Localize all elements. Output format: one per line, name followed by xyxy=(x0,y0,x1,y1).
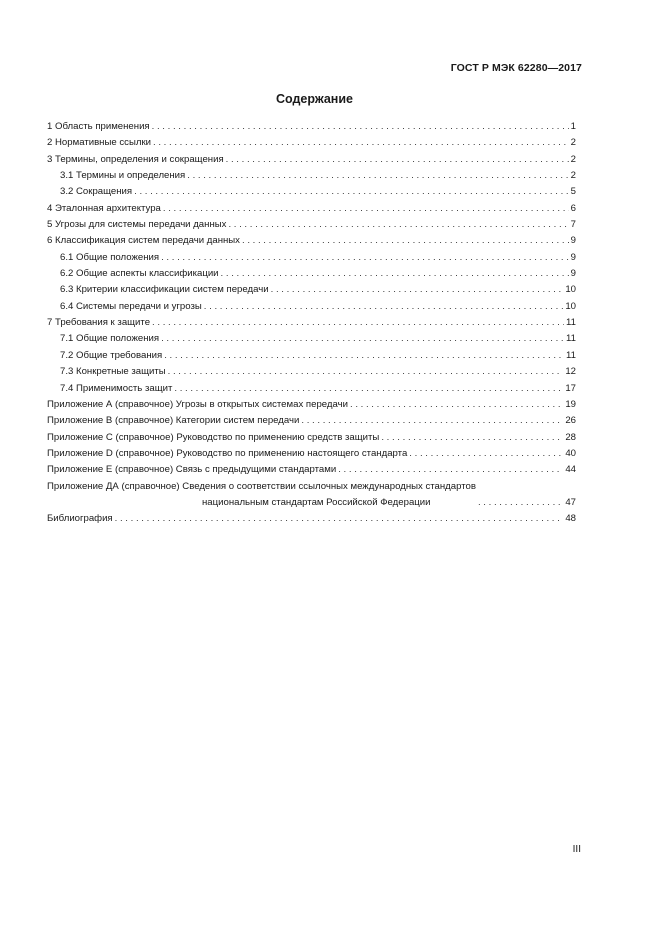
dot-leader xyxy=(115,511,564,527)
toc-entry[interactable] xyxy=(47,315,576,331)
toc-entry[interactable] xyxy=(47,250,576,266)
toc-entry-title: 6.1 Общие положения xyxy=(60,251,160,263)
toc-entry-title: 7.2 Общие требования xyxy=(60,349,163,361)
toc-entry-page: 19 xyxy=(565,398,576,410)
toc-entry-title: Приложение В (справочное) Категории систем передачи xyxy=(47,415,300,427)
toc-entry-title xyxy=(47,479,476,512)
dot-leader xyxy=(228,217,568,233)
toc-entry-title: Приложение А (справочное) Угрозы в открытых системах передачи xyxy=(47,398,348,410)
toc-entry[interactable] xyxy=(47,201,576,217)
toc-entry-page: 48 xyxy=(565,513,576,525)
dot-leader xyxy=(409,446,563,462)
dot-leader xyxy=(163,201,569,217)
toc-entry-title: 4 Эталонная архитектура xyxy=(47,202,161,214)
toc-entry-title: 1 Область применения xyxy=(47,121,150,132)
toc-entry-page: 2 xyxy=(570,153,576,165)
toc-entry[interactable] xyxy=(47,511,576,527)
toc-entry[interactable] xyxy=(47,413,576,429)
toc-entry[interactable] xyxy=(47,446,576,462)
toc-entry-page: 28 xyxy=(565,431,576,443)
toc-entry[interactable] xyxy=(47,119,576,135)
toc-entry-title-line1: Приложение ДА (справочное) Сведения о соответствии ссылочных международных стандартов xyxy=(47,480,476,492)
toc-entry-title: 7 Требования к защите xyxy=(47,317,151,329)
toc-entry-page: 10 xyxy=(565,284,576,296)
toc-entry-page: 17 xyxy=(565,382,576,394)
toc-entry-page: 40 xyxy=(565,447,576,459)
toc-entry-title: 6.4 Системы передачи и угрозы xyxy=(60,300,202,312)
dot-leader xyxy=(187,168,568,184)
dot-leader xyxy=(242,233,569,249)
toc-entry[interactable] xyxy=(47,331,576,347)
toc-entry[interactable] xyxy=(47,217,576,233)
dot-leader xyxy=(478,495,563,511)
dot-leader xyxy=(271,282,564,298)
toc-entry-title-line2: национальным стандартам Российской Федерации xyxy=(202,496,431,508)
toc-entry[interactable] xyxy=(47,184,576,200)
toc-entry-page: 11 xyxy=(566,349,576,361)
toc-entry-title: 6.2 Общие аспекты классификации xyxy=(60,268,219,280)
toc-entry-title: 6.3 Критерии классификации систем передачи xyxy=(60,284,269,296)
dot-leader xyxy=(226,152,569,168)
toc-entry[interactable] xyxy=(47,381,576,397)
dot-leader xyxy=(350,397,563,413)
dot-leader xyxy=(204,299,564,315)
toc-entry[interactable] xyxy=(47,430,576,446)
toc-entry[interactable] xyxy=(47,462,576,478)
toc-entry[interactable] xyxy=(47,152,576,168)
toc-entry-page: 7 xyxy=(570,219,576,231)
page-number: III xyxy=(572,844,581,855)
toc-entry-title: 6 Классификация систем передачи данных xyxy=(47,235,240,247)
toc-entry[interactable] xyxy=(47,233,576,249)
toc-entry-page: 10 xyxy=(565,300,576,312)
toc-entry-page: 11 xyxy=(566,317,576,329)
toc-entry-title: 2 Нормативные ссылки xyxy=(47,137,152,149)
toc-entry[interactable] xyxy=(47,364,576,380)
toc-entry[interactable] xyxy=(47,348,576,364)
toc-entry-title: 7.4 Применимость защит xyxy=(60,382,173,394)
toc-entry-page: 26 xyxy=(565,415,576,427)
dot-leader xyxy=(152,315,564,331)
toc-entry[interactable] xyxy=(47,135,576,151)
toc-entry-page: 9 xyxy=(570,251,576,263)
toc-entry-page: 47 xyxy=(565,496,576,508)
toc-entry-title: Приложение С (справочное) Руководство по применению средств защиты xyxy=(47,431,380,443)
toc-entry[interactable] xyxy=(47,282,576,298)
document-code: ГОСТ Р МЭК 62280—2017 xyxy=(450,62,582,74)
toc-entry[interactable] xyxy=(47,479,576,512)
page-title: Содержание xyxy=(275,92,353,106)
toc-entry-title: 7.3 Конкретные защиты xyxy=(60,366,166,378)
toc-entry[interactable] xyxy=(47,299,576,315)
toc-entry[interactable] xyxy=(47,397,576,413)
toc-entry[interactable] xyxy=(47,266,576,282)
toc-entry[interactable] xyxy=(47,168,576,184)
toc-entry-page: 6 xyxy=(570,202,576,214)
toc-entry-title: 3 Термины, определения и сокращения xyxy=(47,153,224,165)
dot-leader xyxy=(153,135,569,151)
dot-leader xyxy=(152,119,569,135)
dot-leader xyxy=(381,430,563,446)
toc-entry-title: 3.1 Термины и определения xyxy=(60,170,186,182)
toc-entry-title: 5 Угрозы для системы передачи данных xyxy=(47,219,227,231)
toc-entry-page: 9 xyxy=(570,235,576,247)
toc-entry-page: 12 xyxy=(565,366,576,378)
dot-leader xyxy=(221,266,569,282)
dot-leader xyxy=(168,364,564,380)
toc-entry-page: 1 xyxy=(570,121,576,132)
toc-entry-page: 2 xyxy=(570,170,576,182)
toc-entry-title: Приложение D (справочное) Руководство по применению настоящего стандарта xyxy=(47,447,408,459)
toc-entry-page: 11 xyxy=(566,333,576,345)
toc-entry-title: Библиография xyxy=(47,513,113,525)
toc-entry-title: Приложение Е (справочное) Связь с предыдущими стандартами xyxy=(47,464,337,476)
dot-leader xyxy=(174,381,563,397)
toc-entry-title: 3.2 Сокращения xyxy=(60,186,133,198)
dot-leader xyxy=(301,413,563,429)
dot-leader xyxy=(134,184,569,200)
toc-entry-page: 44 xyxy=(565,464,576,476)
dot-leader xyxy=(338,462,563,478)
dot-leader xyxy=(164,348,564,364)
toc-entry-title: 7.1 Общие положения xyxy=(60,333,160,345)
toc-entry-page: 5 xyxy=(570,186,576,198)
dot-leader xyxy=(161,331,564,347)
dot-leader xyxy=(161,250,569,266)
toc-entry-page: 2 xyxy=(570,137,576,149)
table-of-contents xyxy=(47,119,576,528)
toc-entry-page: 9 xyxy=(570,268,576,280)
